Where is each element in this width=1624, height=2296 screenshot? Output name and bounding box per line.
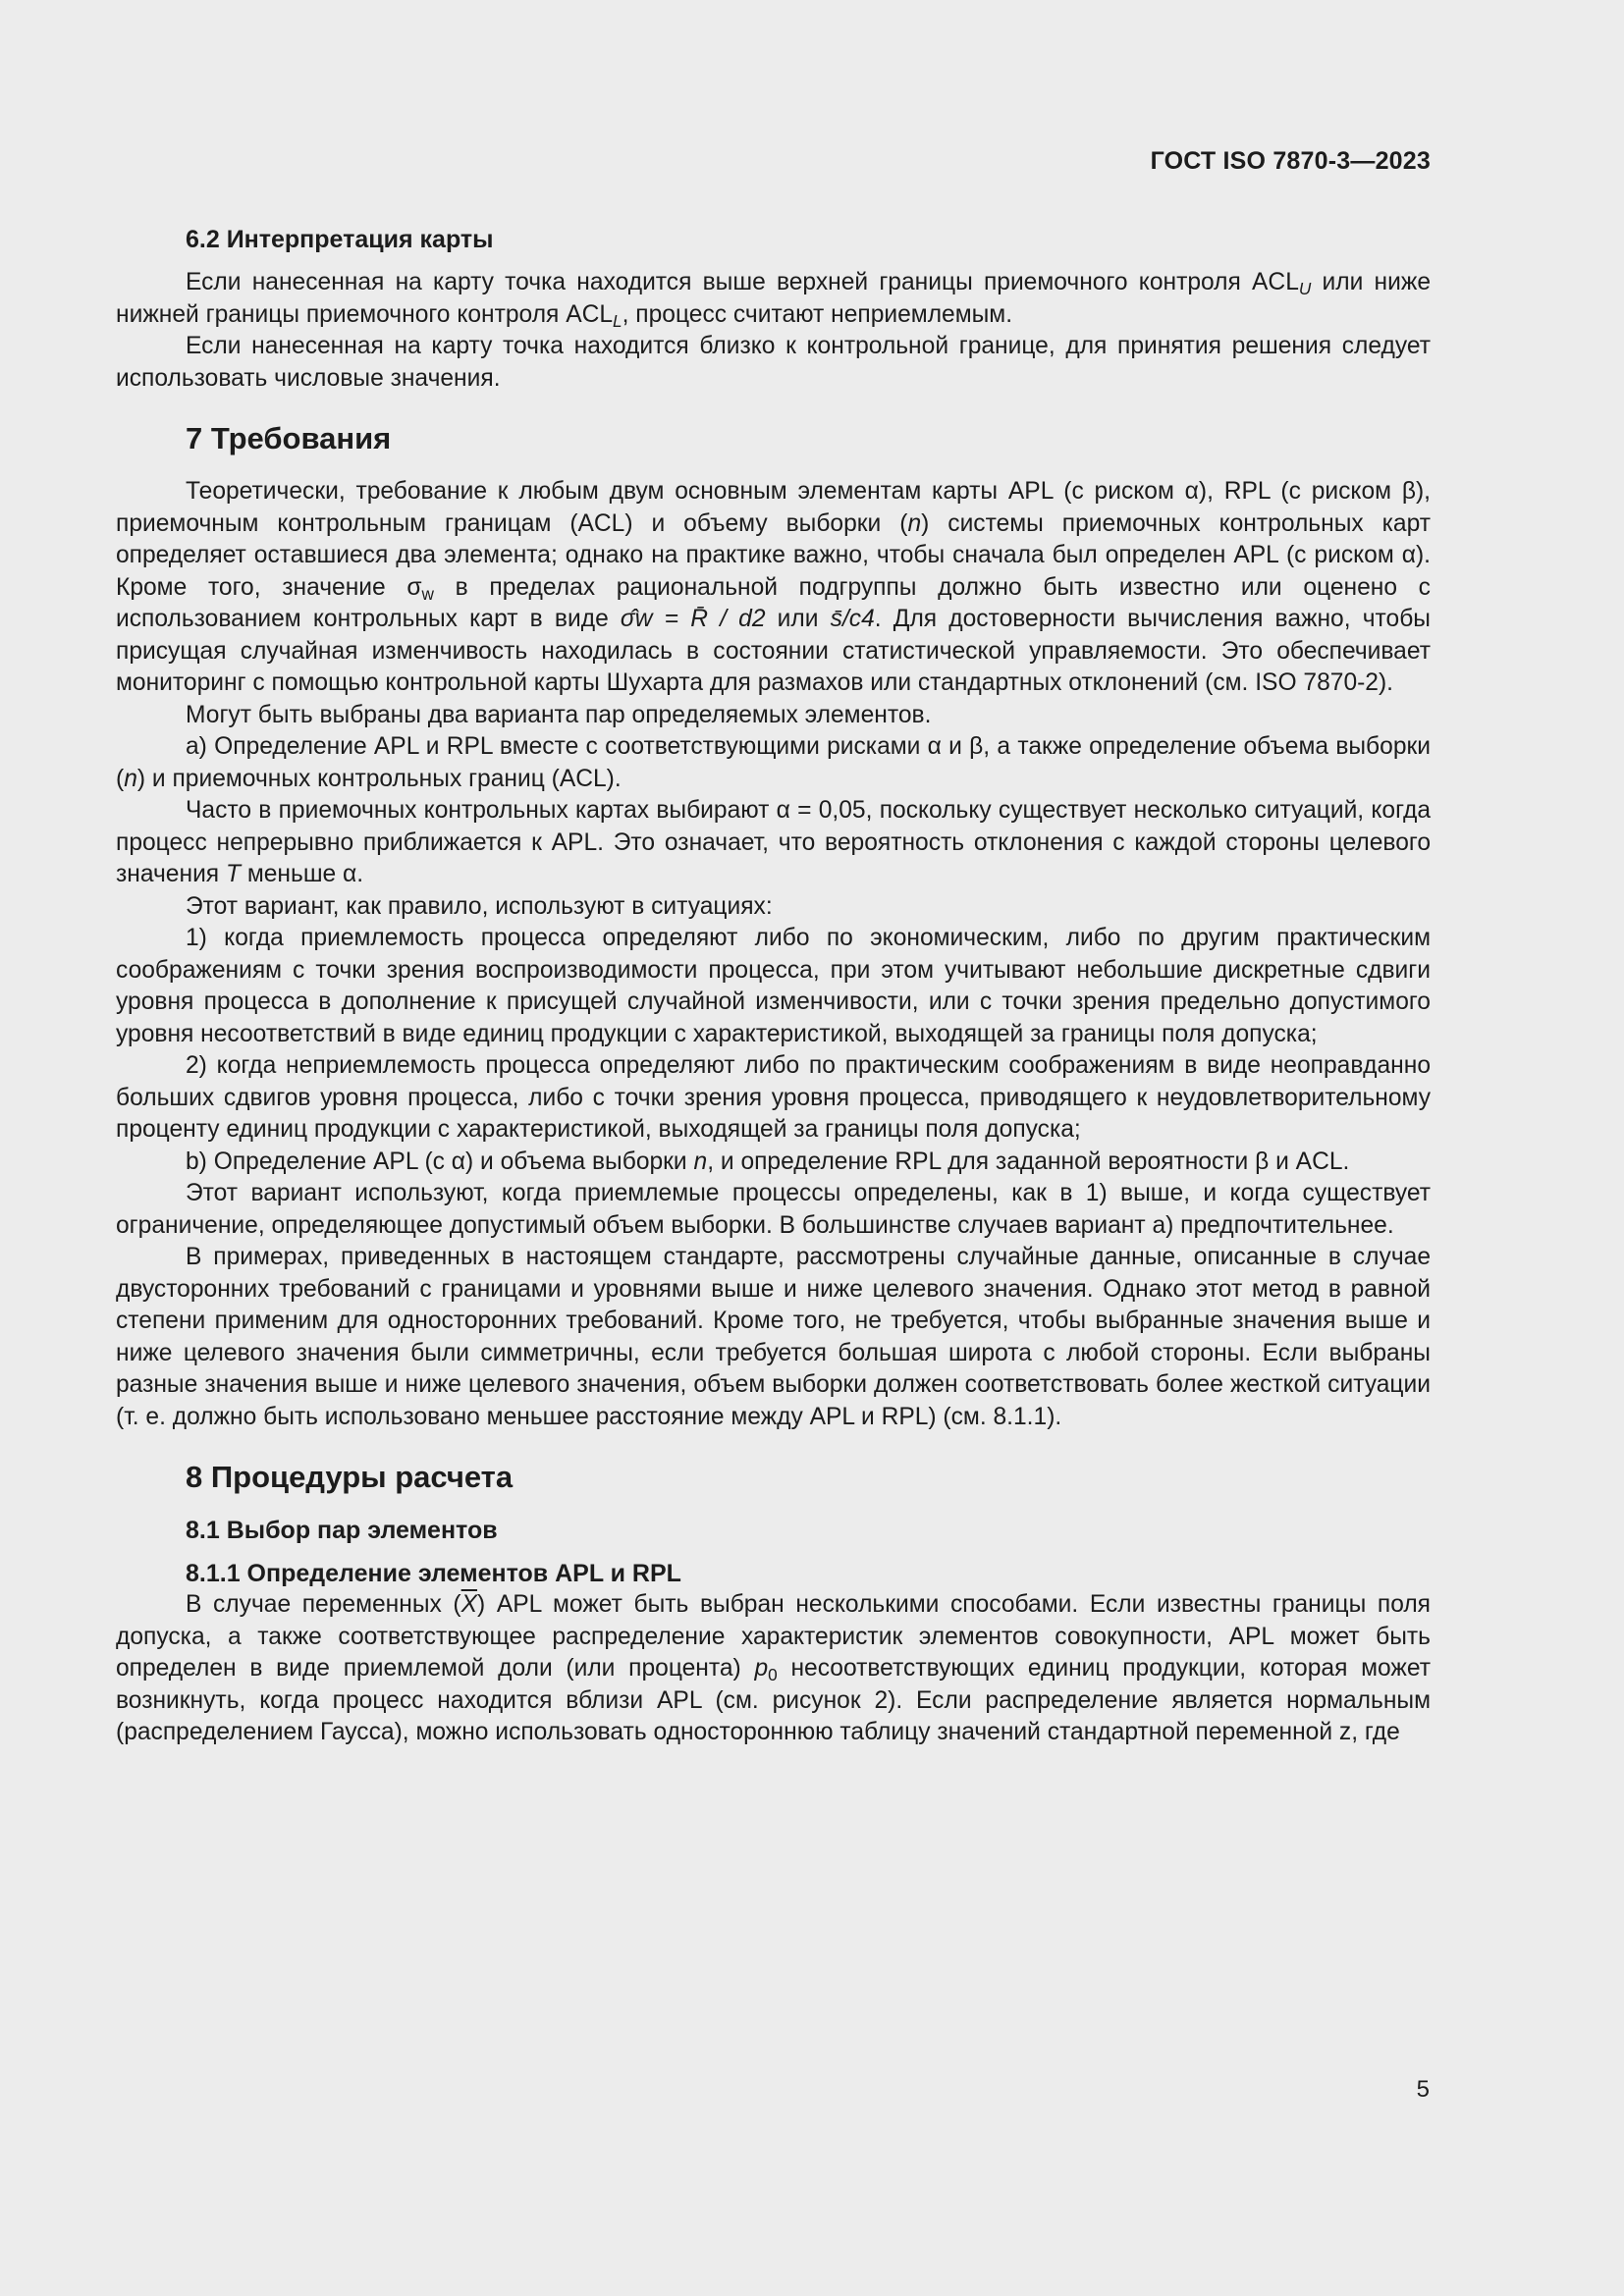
section-6-2-title: 6.2 Интерпретация карты	[186, 226, 494, 253]
s7-paragraph-3: а) Определение APL и RPL вместе с соответствующими рисками α и β, а также определение объема выборки (n) и приемочных контрольных границ (ACL).	[116, 733, 1431, 792]
s7-paragraph-9: Этот вариант используют, когда приемлемые процессы определены, как в 1) выше, и когда существует ограничение, определяющее допустимый объем выборки. В большинстве случаев вариант а) предпочтительнее.	[116, 1180, 1431, 1239]
s7-paragraph-10: В примерах, приведенных в настоящем стандарте, рассмотрены случайные данные, описанные в случае двусторонних требований с границами и уровнями выше и ниже целевого значения. Однако этот метод в равной степени применим для односторонних требований. Кроме того, не требуется, чтобы выбранные значения выше и ниже целевого значения были симметричны, если требуется большая широта с любой стороны. Если выбраны разные значения выше и ниже целевого значения, объем выборки должен соответствовать более жесткой ситуации (т. е. должно быть использовано меньшее расстояние между APL и RPL) (см. 8.1.1).	[116, 1244, 1431, 1430]
section-8-1-1-title: 8.1.1 Определение элементов APL и RPL	[186, 1560, 681, 1587]
s7-paragraph-6: 1) когда приемлемость процесса определяют либо по экономическим, либо по другим практическим соображениям с точки зрения воспроизводимости процесса, при этом учитывают небольшие дискретные сдвиги уровня процесса в дополнение к присущей случайной изменчивости, или с точки зрения предельно допустимого уровня несоответствий в виде единиц продукции с характеристикой, выходящей за границы поля допуска;	[116, 925, 1431, 1047]
s7-paragraph-7: 2) когда неприемлемость процесса определяют либо по практическим соображениям в виде неоправданно больших сдвигов уровня процесса, либо с точки зрения уровня процесса, приводящего к неудовлетворительному проценту единиц продукции с характеристикой, выходящей за границы поля допуска;	[116, 1052, 1431, 1143]
s62-paragraph-1: Если нанесенная на карту точка находится выше верхней границы приемочного контроля $ACL_U$ или ниже нижней границы приемочного контроля $ACL_L$, процесс считают неприемлемым.	[116, 269, 1431, 331]
page-body	[116, 224, 1431, 1749]
s7-paragraph-8: b) Определение APL (с α) и объема выборки n, и определение RPL для заданной вероятности β и ACL.	[186, 1148, 1350, 1175]
s7-paragraph-4: Часто в приемочных контрольных картах выбирают α = 0,05, поскольку существует несколько ситуаций, когда процесс непрерывно приближается к APL. Это означает, что вероятность отклонения с каждой стороны целевого значения T меньше α.	[116, 797, 1431, 887]
s7-paragraph-1: Теоретически, требование к любым двум основным элементам карты APL (с риском α), RPL (с риском β), приемочным контрольным границам (ACL) и объему выборки (n) системы приемочных контрольных карт определяет оставшиеся два элемента; однако на практике важно, чтобы сначала был определен APL (с риском α). Кроме того, значение $\sigma_w$ в пределах рациональной подгруппы должно быть известно или оценено с использованием контрольных карт в виде σ̂w = R̄ / d2 или s̄/c4. Для достоверности вычисления важно, чтобы присущая случайная изменчивость находилась в состоянии статистической управляемости. Это обеспечивает мониторинг с помощью контрольной карты Шухарта для размахов или стандартных отклонений (см. ISO 7870-2).	[116, 478, 1431, 696]
document-code-header: ГОСТ ISO 7870-3—2023	[1150, 147, 1431, 175]
page-number: 5	[1416, 2076, 1430, 2103]
formula-s-c4: s̄/c4	[830, 606, 875, 632]
section-7-title: 7 Требования	[186, 421, 392, 455]
section-8-title: 8 Процедуры расчета	[186, 1460, 514, 1494]
section-8-1-title: 8.1 Выбор пар элементов	[186, 1517, 498, 1544]
s7-paragraph-2: Могут быть выбраны два варианта пар определяемых элементов.	[186, 701, 932, 728]
formula-sigma-w: σ̂w = R̄ / d2	[620, 606, 766, 632]
s62-paragraph-2: Если нанесенная на карту точка находится близко к контрольной границе, для принятия решения следует использовать числовые значения.	[116, 333, 1431, 392]
s7-paragraph-5: Этот вариант, как правило, используют в ситуациях:	[186, 892, 773, 920]
s811-paragraph-1: В случае переменных $(\overline{X})$ APL может быть выбран несколькими способами. Если известны границы поля допуска, а также соответствующее распределение характеристик элементов совокупности, APL может быть определен в виде приемлемой доли (или процента) $p_0$ несоответствующих единиц продукции, которая может возникнуть, когда процесс находится вблизи APL (см. рисунок 2). Если распределение является нормальным (распределением Гаусса), можно использовать одностороннюю таблицу значений стандартной переменной z, где	[116, 1591, 1431, 1745]
